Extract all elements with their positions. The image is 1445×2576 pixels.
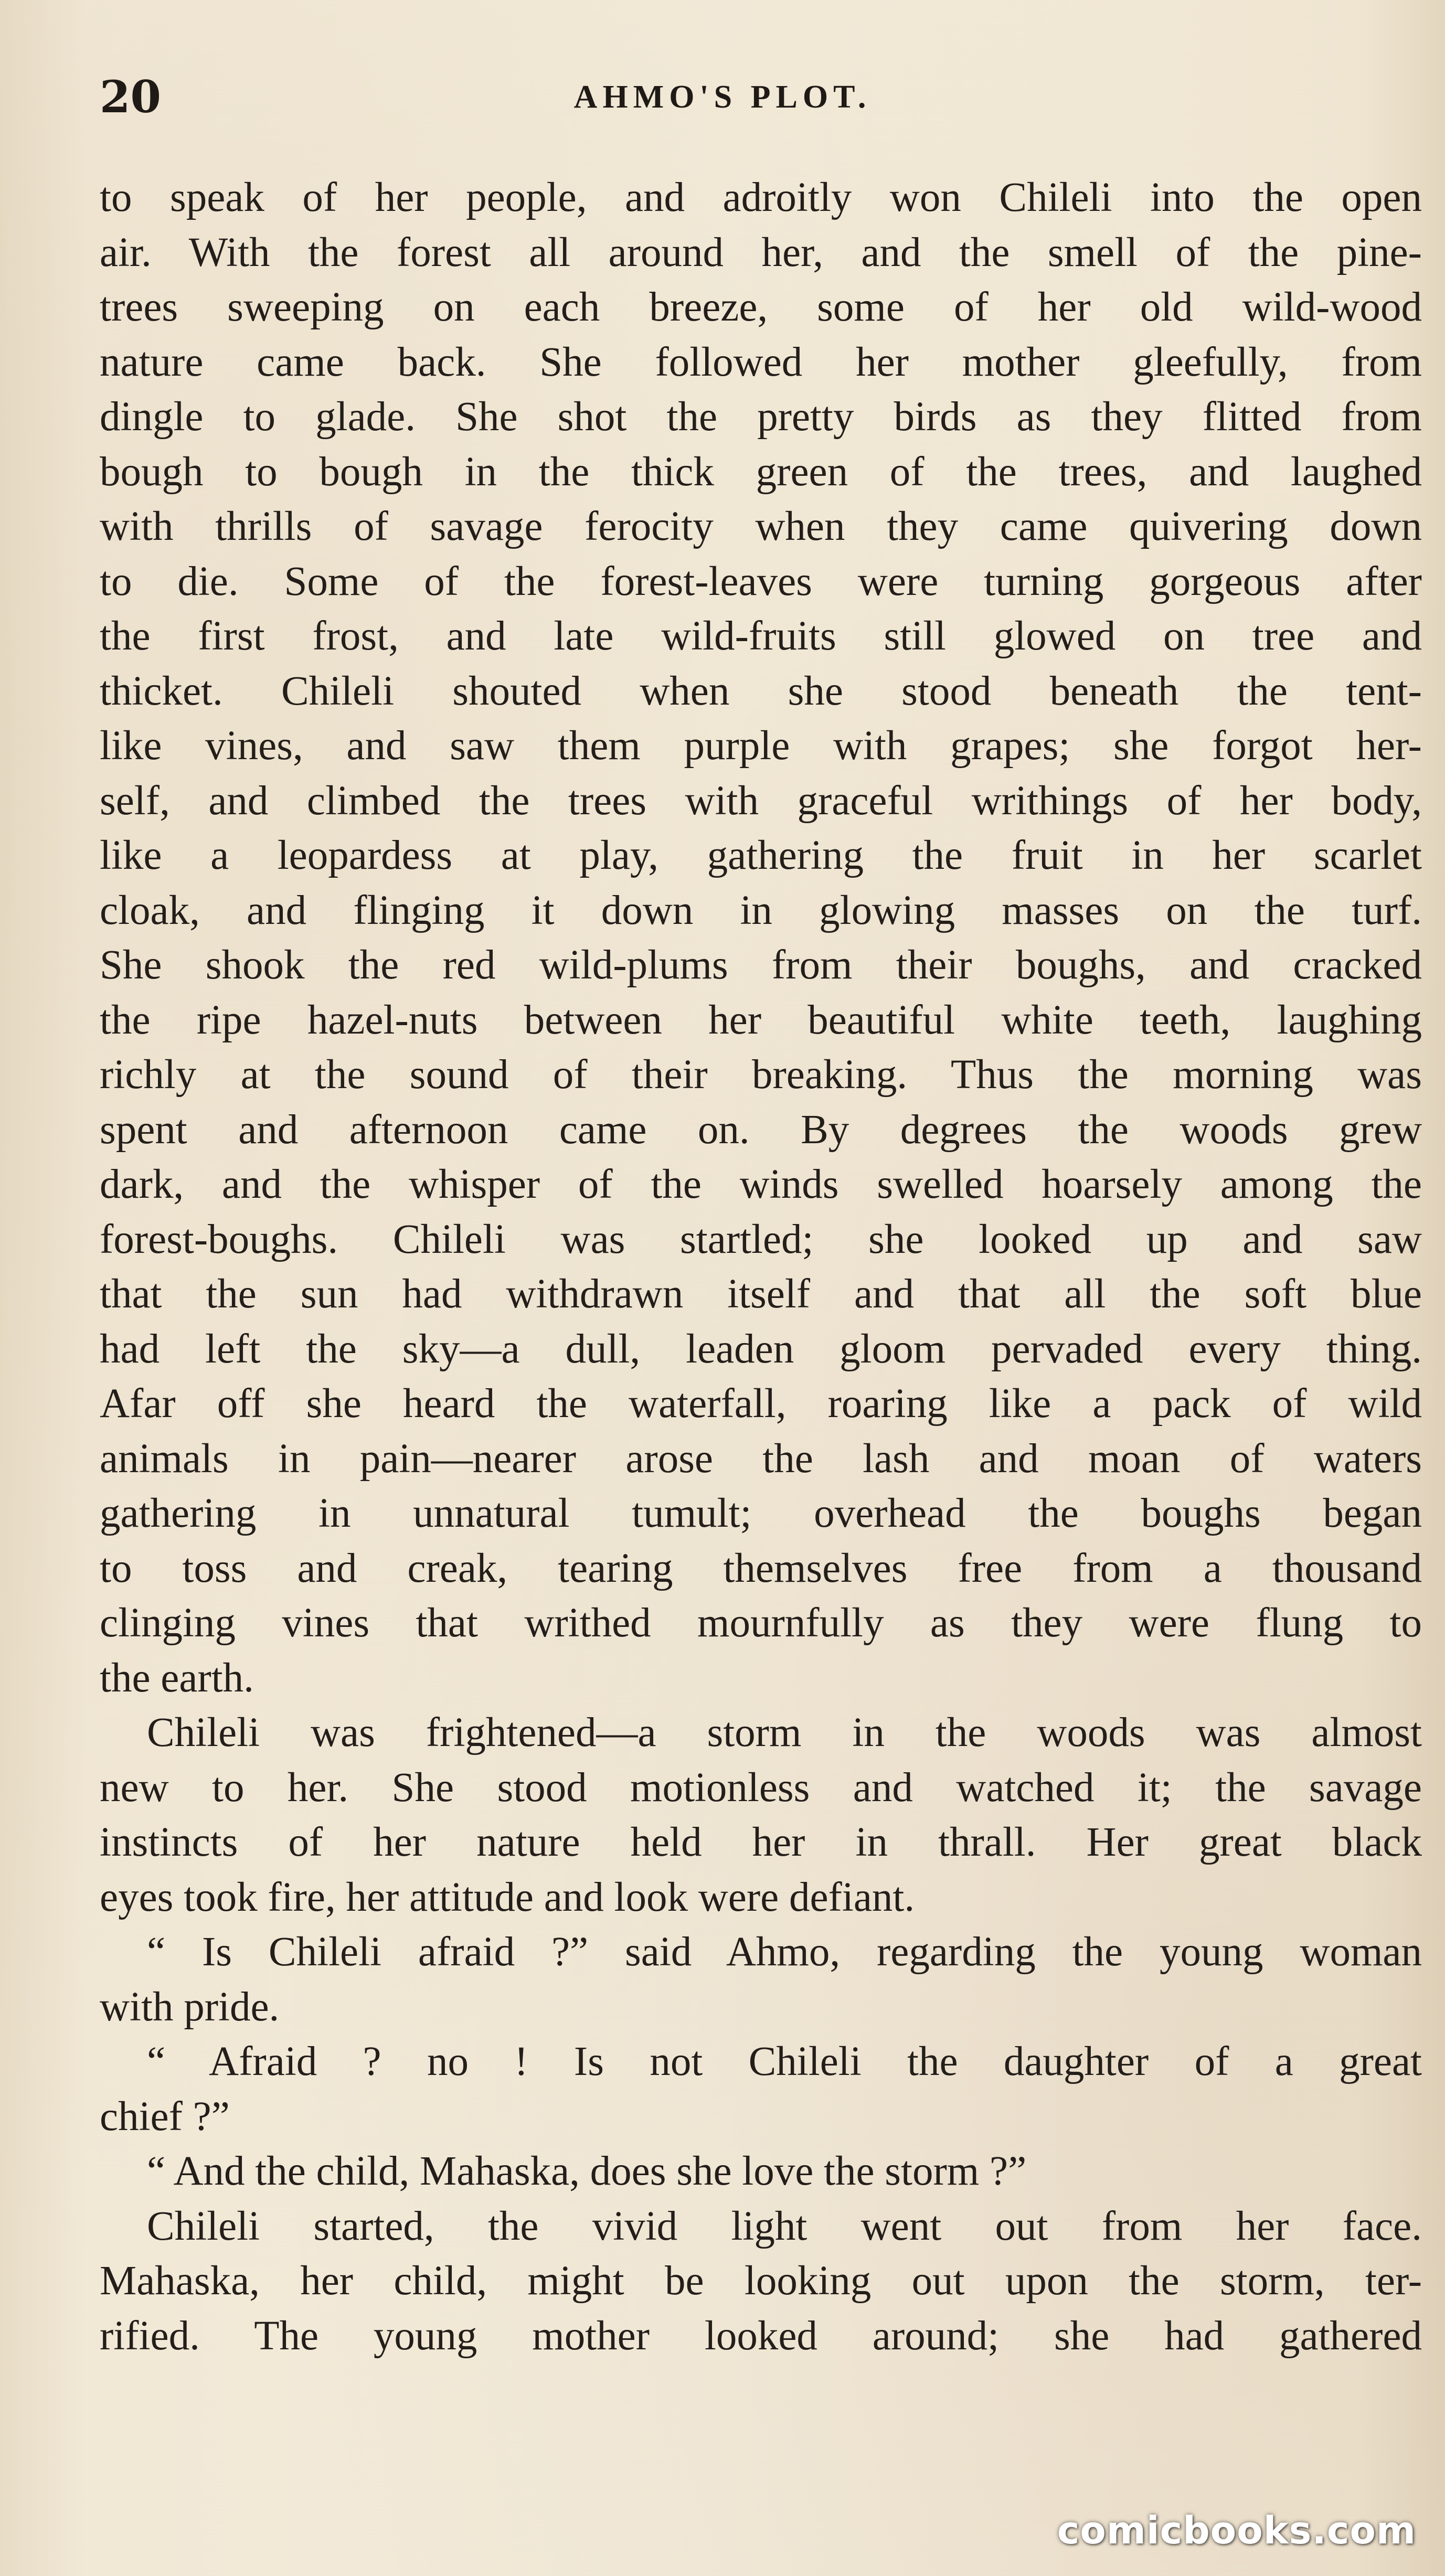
text-line: chief ?” xyxy=(100,2093,230,2139)
text-line: eyes took fire, her attitude and look were defiant. xyxy=(100,1874,915,1920)
text-line: “ And the child, Mahaska, does she love the storm ?” xyxy=(147,2148,1027,2194)
text-line: the first frost, and late wild-fruits still glowed on tree and xyxy=(100,613,1422,659)
text-line: clinging vines that writhed mournfully as they were flung to xyxy=(100,1600,1422,1646)
text-line: animals in pain—nearer arose the lash and moan of waters xyxy=(100,1435,1422,1482)
text-line: instincts of her nature held her in thrall. Her great black xyxy=(100,1819,1422,1865)
text-line: with pride. xyxy=(100,1984,280,2030)
text-line: bough to bough in the thick green of the trees, and laughed xyxy=(100,449,1422,495)
text-line: the earth. xyxy=(100,1655,254,1701)
text-line: “ Afraid ? no ! Is not Chileli the daughter of a great xyxy=(147,2039,1422,2084)
text-line: that the sun had withdrawn itself and that all the soft blue xyxy=(100,1271,1422,1317)
text-line: trees sweeping on each breeze, some of her old wild-wood xyxy=(100,284,1422,330)
text-line: air. With the forest all around her, and the smell of the pine- xyxy=(100,229,1422,275)
text-line: spent and afternoon came on. By degrees the woods grew xyxy=(100,1106,1422,1153)
text-line: rified. The young mother looked around; she had gathered xyxy=(100,2313,1422,2359)
text-line: Mahaska, her child, might be looking out upon the storm, ter- xyxy=(100,2258,1422,2304)
text-line: like a leopardess at play, gathering the fruit in her scarlet xyxy=(100,833,1422,878)
text-line: Chileli started, the vivid light went out from her face. xyxy=(147,2203,1422,2249)
text-line: gathering in unnatural tumult; overhead the boughs began xyxy=(100,1491,1422,1536)
text-line: She shook the red wild-plums from their boughs, and cracked xyxy=(100,942,1422,988)
text-line: forest-boughs. Chileli was startled; she looked up and saw xyxy=(100,1216,1422,1262)
text-line: like vines, and saw them purple with grapes; she forgot her- xyxy=(100,723,1422,769)
text-line: Afar off she heard the waterfall, roaring like a pack of wild xyxy=(100,1381,1422,1427)
text-line: Chileli was frightened—a storm in the woods was almost xyxy=(147,1710,1422,1755)
text-line: self, and climbed the trees with graceful writhings of her body, xyxy=(100,778,1422,824)
watermark: comicbooks.com xyxy=(1057,2508,1416,2552)
text-line: had left the sky—a dull, leaden gloom pervaded every thing. xyxy=(100,1326,1422,1372)
page-header xyxy=(0,63,1445,131)
text-line: nature came back. She followed her mother gleefully, from xyxy=(100,339,1422,385)
text-line: thicket. Chileli shouted when she stood beneath the tent- xyxy=(100,668,1422,714)
text-line: new to her. She stood motionless and watched it; the savage xyxy=(100,1764,1422,1811)
page-number: 20 xyxy=(100,71,161,123)
body-text xyxy=(100,171,1422,2364)
running-title: AHMO'S PLOT. xyxy=(573,79,872,115)
text-line: the ripe hazel-nuts between her beautiful white teeth, laughing xyxy=(100,997,1422,1043)
text-line: to toss and creak, tearing themselves free from a thousand xyxy=(100,1545,1422,1591)
text-line: dark, and the whisper of the winds swelled hoarsely among the xyxy=(100,1162,1422,1207)
text-line: to die. Some of the forest-leaves were turning gorgeous after xyxy=(100,558,1422,604)
text-line: “ Is Chileli afraid ?” said Ahmo, regarding the young woman xyxy=(147,1929,1422,1975)
text-line: to speak of her people, and adroitly won Chileli into the open xyxy=(100,175,1422,220)
text-line: cloak, and flinging it down in glowing masses on the turf. xyxy=(100,887,1422,933)
text-line: dingle to glade. She shot the pretty birds as they flitted from xyxy=(100,394,1422,440)
text-line: richly at the sound of their breaking. Thus the morning was xyxy=(100,1052,1422,1098)
text-line: with thrills of savage ferocity when they came quivering down xyxy=(100,504,1422,549)
